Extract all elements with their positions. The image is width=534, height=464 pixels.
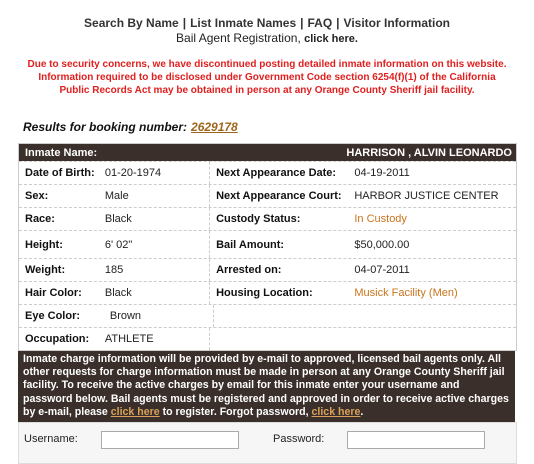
security-notice: Due to security concerns, we have discontinued posting detailed inmate information on this website. Information required to be disclosed under Government Code section 6254(f)(1) of the California Public Records Act may be obtained in person at any Orange County Sheriff jail facility. [27, 59, 507, 96]
inmate-name-header [19, 144, 516, 161]
login-form [18, 422, 517, 464]
detail-label: Weight: [25, 264, 66, 276]
results-heading [23, 120, 238, 134]
detail-row [19, 161, 516, 184]
register-suffix: to register. Forgot password, [162, 405, 309, 418]
detail-label: Occupation: [25, 333, 90, 345]
username-label: Username: [24, 433, 78, 445]
bail-agent-registration [0, 31, 534, 45]
inmate-name-label: Inmate Name: [25, 146, 98, 159]
results-label: Results for booking number: [23, 120, 188, 134]
detail-value: Black [104, 213, 132, 225]
detail-value [354, 328, 516, 350]
detail-label: Housing Location: [209, 282, 354, 304]
detail-label: Next Appearance Court: [209, 185, 354, 207]
detail-row [19, 207, 516, 230]
register-link[interactable]: click here [110, 405, 160, 418]
detail-label: Date of Birth: [25, 167, 95, 179]
detail-value: 04-07-2011 [354, 264, 410, 276]
detail-label: Eye Color: [25, 310, 81, 322]
detail-label: Race: [25, 213, 55, 225]
detail-value: 01-20-1974 [104, 167, 162, 179]
detail-value: ATHLETE [104, 333, 154, 345]
nav-separator: | [182, 16, 187, 30]
top-navigation [0, 16, 534, 30]
detail-label: Arrested on: [209, 259, 354, 281]
inmate-name-value: HARRISON , ALVIN LEONARDO [346, 146, 512, 159]
nav-separator: | [300, 16, 304, 30]
password-input[interactable] [347, 431, 485, 449]
detail-label: Height: [25, 238, 63, 251]
detail-label: Hair Color: [25, 287, 82, 299]
detail-label: Custody Status: [209, 208, 354, 230]
forgot-password-link[interactable]: click here [311, 405, 361, 418]
detail-row [19, 281, 516, 304]
charge-end: . [360, 405, 364, 418]
charge-info-box [18, 351, 515, 424]
visitor-information-link[interactable]: Visitor Information [343, 16, 450, 30]
detail-value: Male [104, 190, 129, 202]
detail-value: $50,000.00 [354, 238, 410, 251]
faq-link[interactable]: FAQ [307, 16, 333, 30]
detail-row [19, 327, 516, 350]
detail-label: Sex: [25, 190, 49, 202]
detail-value [356, 305, 516, 327]
username-input[interactable] [101, 431, 239, 449]
detail-label: Bail Amount: [209, 231, 354, 258]
detail-value: 6' 02" [104, 238, 133, 251]
detail-label: Next Appearance Date: [209, 162, 354, 184]
nav-separator: | [336, 16, 340, 30]
detail-value: Musick Facility (Men) [354, 287, 458, 299]
detail-row [19, 304, 516, 327]
list-inmate-names-link[interactable]: List Inmate Names [190, 16, 297, 30]
detail-label [213, 305, 357, 327]
detail-row [19, 258, 516, 281]
detail-row [19, 184, 516, 207]
detail-row [19, 230, 516, 258]
detail-value: Brown [109, 310, 142, 322]
search-by-name-link[interactable]: Search By Name [84, 16, 179, 30]
bail-agent-register-link[interactable]: click here. [304, 33, 358, 45]
detail-value: 04-19-2011 [354, 167, 410, 179]
detail-value: 185 [104, 264, 124, 276]
inmate-details-table [18, 143, 517, 351]
charge-info-text: Inmate charge information will be provided by e-mail to approved, licensed bail agents only. All other requests for charge information must be made in person at any Orange County Sheriff jail facility. To receive the active charges by email for this inmate enter your username and password below. Bail agents must be registered and approved in order to receive active charges by e-mail, please [23, 353, 509, 418]
detail-value: HARBOR JUSTICE CENTER [354, 190, 499, 202]
detail-value: In Custody [354, 213, 407, 225]
password-label: Password: [273, 433, 325, 445]
detail-label [209, 328, 354, 350]
bail-agent-text: Bail Agent Registration, [176, 31, 301, 45]
booking-number-link[interactable]: 2629178 [191, 120, 238, 134]
detail-value: Black [104, 287, 132, 299]
